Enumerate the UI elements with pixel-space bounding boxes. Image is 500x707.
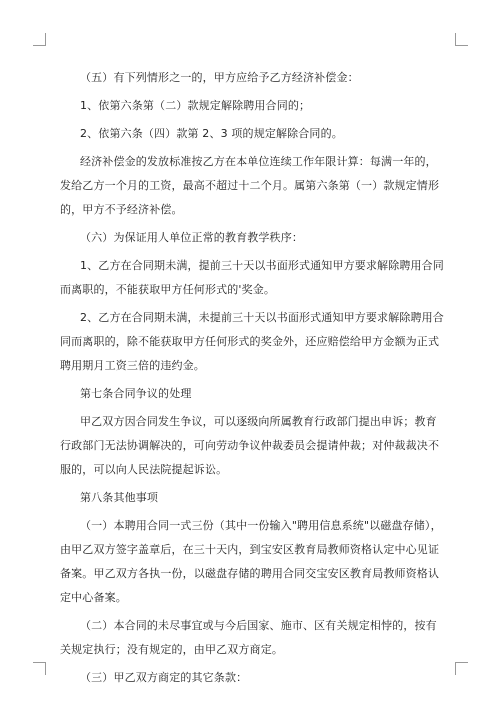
- crop-mark-top-right: [455, 33, 468, 46]
- clause-5-item-2: 2、依第六条（四）款第 2、3 项的规定解除合同的。: [80, 127, 343, 140]
- article-8-item-1: （一）本聘用合同一式三份（其中一份输入"聘用信息系统"以磁盘存储），由甲乙双方签字盖章后，在三十天内，到宝安区教育局教师资格认定中心见证备案。甲乙双方各执一份，以磁盘存储的聘用合同交宝安区教育局教师资格认定中心备案。: [60, 519, 442, 604]
- clause-5-heading: （五）有下列情形之一的，甲方应给予乙方经济补偿金：: [80, 71, 359, 84]
- article-8-heading: 第八条其他事项: [80, 491, 159, 504]
- article-7-body: 甲乙双方因合同发生争议，可以逐级向所属教育行政部门提出申诉；教育行政部门无法协调解决的，可向劳动争议仲裁委员会提请仲裁；对仲裁裁决不服的，可以向人民法院提起诉讼。: [60, 415, 440, 476]
- compensation-standard-paragraph: 经济补偿金的发放标准按乙方在本单位连续工作年限计算：每满一年的，发给乙方一个月的工资，最高不超过十二个月。属第六条第（一）款规定情形的，甲方不予经济补偿。: [60, 155, 440, 216]
- crop-mark-bottom-left: [33, 662, 46, 675]
- document-body: [60, 66, 446, 694]
- crop-mark-bottom-right: [455, 662, 468, 675]
- article-8-item-3: （三）甲乙双方商定的其它条款：: [80, 671, 248, 684]
- article-7-heading: 第七条合同争议的处理: [80, 387, 192, 400]
- clause-6-item-1: 1、乙方在合同期未满，提前三十天以书面形式通知甲方要求解除聘用合同而离职的，不能获取甲方任何形式的'奖金。: [60, 259, 444, 296]
- crop-mark-top-left: [33, 33, 46, 46]
- clause-5-item-1: 1、依第六条第（二）款规定解除聘用合同的；: [80, 99, 311, 112]
- clause-6-heading: （六）为保证用人单位正常的教育教学秩序：: [80, 231, 303, 244]
- clause-6-item-2: 2、乙方在合同期未满，未提前三十天以书面形式通知甲方要求解除聘用合同而离职的，除不能获取甲方任何形式的奖金外，还应赔偿给甲方金额为正式聘用期月工资三倍的违约金。: [60, 311, 444, 372]
- article-8-item-2: （二）本合同的未尽事宜或与今后国家、施市、区有关规定相悖的，按有关规定执行；没有规定的，由甲乙双方商定。: [60, 619, 437, 656]
